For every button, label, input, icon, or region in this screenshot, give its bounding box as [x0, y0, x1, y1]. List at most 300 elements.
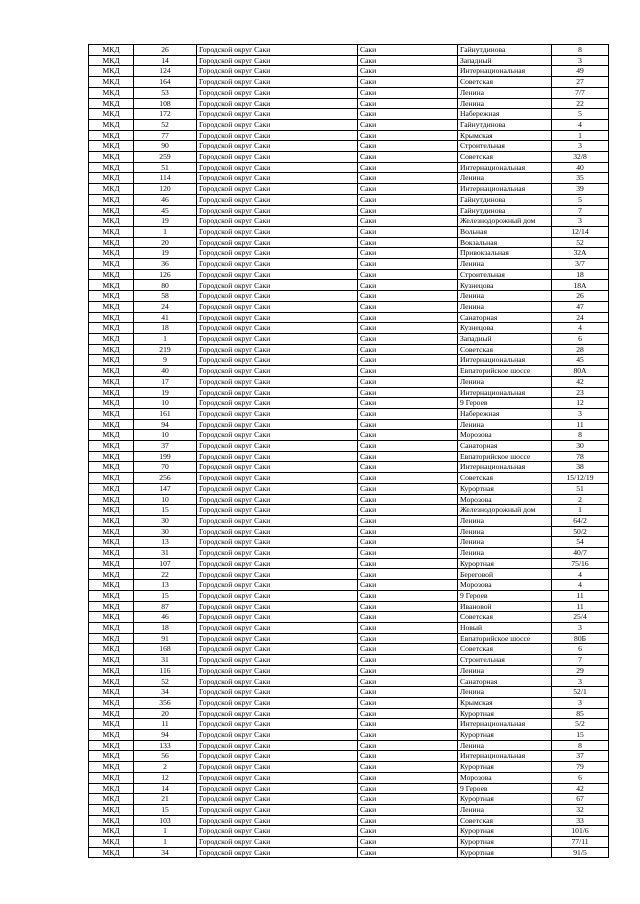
street-cell: Строительная	[458, 655, 552, 666]
city-cell: Саки	[358, 45, 458, 56]
street-cell: Набережная	[458, 408, 552, 419]
street-cell: Ленина	[458, 419, 552, 430]
table-row	[89, 451, 609, 462]
building-type-cell: МКД	[89, 162, 134, 173]
house-number-cell: 18	[552, 269, 609, 280]
district-cell: Городской округ Саки	[197, 387, 358, 398]
record-count-cell: 9	[134, 355, 197, 366]
city-cell: Саки	[358, 462, 458, 473]
record-count-cell: 18	[134, 323, 197, 334]
table-row	[89, 569, 609, 580]
city-cell: Саки	[358, 248, 458, 259]
table-row	[89, 494, 609, 505]
district-cell: Городской округ Саки	[197, 462, 358, 473]
record-count-cell: 116	[134, 665, 197, 676]
district-cell: Городской округ Саки	[197, 837, 358, 848]
house-number-cell: 50/2	[552, 526, 609, 537]
district-cell: Городской округ Саки	[197, 248, 358, 259]
district-cell: Городской округ Саки	[197, 323, 358, 334]
city-cell: Саки	[358, 441, 458, 452]
street-cell: Железнодорожный дом	[458, 216, 552, 227]
street-cell: Привокзальная	[458, 248, 552, 259]
building-type-cell: МКД	[89, 408, 134, 419]
city-cell: Саки	[358, 730, 458, 741]
house-number-cell: 54	[552, 537, 609, 548]
street-cell: Санаторная	[458, 441, 552, 452]
record-count-cell: 46	[134, 612, 197, 623]
building-type-cell: МКД	[89, 730, 134, 741]
record-count-cell: 56	[134, 751, 197, 762]
district-cell: Городской округ Саки	[197, 655, 358, 666]
house-number-cell: 32/8	[552, 152, 609, 163]
district-cell: Городской округ Саки	[197, 419, 358, 430]
building-type-cell: МКД	[89, 77, 134, 88]
building-type-cell: МКД	[89, 259, 134, 270]
city-cell: Саки	[358, 408, 458, 419]
record-count-cell: 161	[134, 408, 197, 419]
house-number-cell: 85	[552, 708, 609, 719]
building-type-cell: МКД	[89, 419, 134, 430]
district-cell: Городской округ Саки	[197, 162, 358, 173]
building-type-cell: МКД	[89, 494, 134, 505]
district-cell: Городской округ Саки	[197, 772, 358, 783]
street-cell: Советская	[458, 344, 552, 355]
building-type-cell: МКД	[89, 515, 134, 526]
city-cell: Саки	[358, 601, 458, 612]
building-type-cell: МКД	[89, 590, 134, 601]
city-cell: Саки	[358, 826, 458, 837]
house-number-cell: 7/7	[552, 87, 609, 98]
record-count-cell: 256	[134, 473, 197, 484]
house-number-cell: 67	[552, 794, 609, 805]
table-row	[89, 77, 609, 88]
record-count-cell: 31	[134, 548, 197, 559]
record-count-cell: 52	[134, 119, 197, 130]
city-cell: Саки	[358, 665, 458, 676]
building-type-cell: МКД	[89, 505, 134, 516]
street-cell: Ленина	[458, 173, 552, 184]
city-cell: Саки	[358, 473, 458, 484]
building-type-cell: МКД	[89, 87, 134, 98]
city-cell: Саки	[358, 612, 458, 623]
table-row	[89, 344, 609, 355]
street-cell: Ленина	[458, 376, 552, 387]
table-row	[89, 676, 609, 687]
district-cell: Городской округ Саки	[197, 687, 358, 698]
house-number-cell: 80А	[552, 366, 609, 377]
house-number-cell: 1	[552, 505, 609, 516]
district-cell: Городской округ Саки	[197, 333, 358, 344]
table-row	[89, 173, 609, 184]
district-cell: Городской округ Саки	[197, 515, 358, 526]
table-row	[89, 430, 609, 441]
district-cell: Городской округ Саки	[197, 344, 358, 355]
table-row	[89, 601, 609, 612]
house-number-cell: 5	[552, 109, 609, 120]
city-cell: Саки	[358, 762, 458, 773]
house-number-cell: 11	[552, 590, 609, 601]
table-row	[89, 237, 609, 248]
district-cell: Городской округ Саки	[197, 537, 358, 548]
table-row	[89, 708, 609, 719]
building-type-cell: МКД	[89, 655, 134, 666]
house-number-cell: 3	[552, 697, 609, 708]
street-cell: Советская	[458, 473, 552, 484]
record-count-cell: 15	[134, 505, 197, 516]
record-count-cell: 77	[134, 130, 197, 141]
building-type-cell: МКД	[89, 366, 134, 377]
city-cell: Саки	[358, 119, 458, 130]
city-cell: Саки	[358, 419, 458, 430]
table-row	[89, 87, 609, 98]
table-row	[89, 826, 609, 837]
city-cell: Саки	[358, 537, 458, 548]
district-cell: Городской округ Саки	[197, 184, 358, 195]
table-row	[89, 537, 609, 548]
table-row	[89, 633, 609, 644]
district-cell: Городской округ Саки	[197, 526, 358, 537]
street-cell: Вокзальная	[458, 237, 552, 248]
building-type-cell: МКД	[89, 837, 134, 848]
house-number-cell: 39	[552, 184, 609, 195]
street-cell: Курортная	[458, 826, 552, 837]
house-number-cell: 38	[552, 462, 609, 473]
record-count-cell: 80	[134, 280, 197, 291]
street-cell: Ленина	[458, 537, 552, 548]
street-cell: Санаторная	[458, 676, 552, 687]
house-number-cell: 91/5	[552, 847, 609, 858]
district-cell: Городской округ Саки	[197, 194, 358, 205]
table-row	[89, 612, 609, 623]
house-number-cell: 78	[552, 451, 609, 462]
table-row	[89, 387, 609, 398]
house-number-cell: 52	[552, 237, 609, 248]
house-number-cell: 45	[552, 355, 609, 366]
city-cell: Саки	[358, 184, 458, 195]
building-type-cell: МКД	[89, 633, 134, 644]
record-count-cell: 120	[134, 184, 197, 195]
city-cell: Саки	[358, 847, 458, 858]
city-cell: Саки	[358, 366, 458, 377]
house-number-cell: 4	[552, 580, 609, 591]
house-number-cell: 25/4	[552, 612, 609, 623]
street-cell: Ленина	[458, 301, 552, 312]
street-cell: Морозова	[458, 494, 552, 505]
record-count-cell: 103	[134, 815, 197, 826]
table-row	[89, 269, 609, 280]
street-cell: Ленина	[458, 740, 552, 751]
building-type-cell: МКД	[89, 66, 134, 77]
record-count-cell: 40	[134, 366, 197, 377]
housing-table	[88, 44, 609, 858]
table-row	[89, 762, 609, 773]
district-cell: Городской округ Саки	[197, 590, 358, 601]
house-number-cell: 8	[552, 740, 609, 751]
house-number-cell: 4	[552, 569, 609, 580]
house-number-cell: 18А	[552, 280, 609, 291]
record-count-cell: 52	[134, 676, 197, 687]
building-type-cell: МКД	[89, 333, 134, 344]
table-row	[89, 794, 609, 805]
building-type-cell: МКД	[89, 119, 134, 130]
record-count-cell: 36	[134, 259, 197, 270]
table-row	[89, 462, 609, 473]
table-row	[89, 419, 609, 430]
district-cell: Городской округ Саки	[197, 644, 358, 655]
table-row	[89, 526, 609, 537]
record-count-cell: 10	[134, 494, 197, 505]
house-number-cell: 11	[552, 419, 609, 430]
building-type-cell: МКД	[89, 184, 134, 195]
street-cell: Крымская	[458, 130, 552, 141]
district-cell: Городской округ Саки	[197, 483, 358, 494]
city-cell: Саки	[358, 430, 458, 441]
record-count-cell: 15	[134, 804, 197, 815]
city-cell: Саки	[358, 483, 458, 494]
city-cell: Саки	[358, 590, 458, 601]
building-type-cell: МКД	[89, 612, 134, 623]
building-type-cell: МКД	[89, 226, 134, 237]
city-cell: Саки	[358, 259, 458, 270]
record-count-cell: 90	[134, 141, 197, 152]
district-cell: Городской округ Саки	[197, 312, 358, 323]
table-row	[89, 280, 609, 291]
table-row	[89, 697, 609, 708]
city-cell: Саки	[358, 719, 458, 730]
record-count-cell: 10	[134, 398, 197, 409]
street-cell: Советская	[458, 644, 552, 655]
district-cell: Городской округ Саки	[197, 109, 358, 120]
city-cell: Саки	[358, 376, 458, 387]
street-cell: 9 Героев	[458, 783, 552, 794]
record-count-cell: 1	[134, 226, 197, 237]
building-type-cell: МКД	[89, 387, 134, 398]
house-number-cell: 27	[552, 77, 609, 88]
table-row	[89, 655, 609, 666]
record-count-cell: 34	[134, 847, 197, 858]
record-count-cell: 172	[134, 109, 197, 120]
table-row	[89, 622, 609, 633]
table-row	[89, 355, 609, 366]
table-row	[89, 719, 609, 730]
building-type-cell: МКД	[89, 601, 134, 612]
district-cell: Городской округ Саки	[197, 398, 358, 409]
building-type-cell: МКД	[89, 45, 134, 56]
house-number-cell: 80Б	[552, 633, 609, 644]
table-row	[89, 152, 609, 163]
street-cell: Интернациональная	[458, 387, 552, 398]
street-cell: Интернациональная	[458, 355, 552, 366]
district-cell: Городской округ Саки	[197, 762, 358, 773]
street-cell: Гайнутдинова	[458, 194, 552, 205]
street-cell: Береговой	[458, 569, 552, 580]
table-row	[89, 45, 609, 56]
city-cell: Саки	[358, 141, 458, 152]
table-row	[89, 751, 609, 762]
record-count-cell: 19	[134, 216, 197, 227]
district-cell: Городской округ Саки	[197, 697, 358, 708]
table-row	[89, 366, 609, 377]
street-cell: Железнодорожный дом	[458, 505, 552, 516]
city-cell: Саки	[358, 355, 458, 366]
district-cell: Городской округ Саки	[197, 730, 358, 741]
building-type-cell: МКД	[89, 152, 134, 163]
district-cell: Городской округ Саки	[197, 130, 358, 141]
street-cell: Гайнутдинова	[458, 45, 552, 56]
city-cell: Саки	[358, 633, 458, 644]
district-cell: Городской округ Саки	[197, 804, 358, 815]
street-cell: 9 Героев	[458, 590, 552, 601]
building-type-cell: МКД	[89, 676, 134, 687]
house-number-cell: 4	[552, 323, 609, 334]
record-count-cell: 126	[134, 269, 197, 280]
district-cell: Городской округ Саки	[197, 376, 358, 387]
district-cell: Городской округ Саки	[197, 633, 358, 644]
table-row	[89, 216, 609, 227]
street-cell: Кузнецова	[458, 323, 552, 334]
house-number-cell: 3	[552, 676, 609, 687]
district-cell: Городской округ Саки	[197, 783, 358, 794]
table-row	[89, 772, 609, 783]
district-cell: Городской округ Саки	[197, 205, 358, 216]
street-cell: Гайнутдинова	[458, 119, 552, 130]
district-cell: Городской округ Саки	[197, 494, 358, 505]
city-cell: Саки	[358, 173, 458, 184]
street-cell: Интернациональная	[458, 162, 552, 173]
street-cell: Ленина	[458, 259, 552, 270]
building-type-cell: МКД	[89, 216, 134, 227]
street-cell: Крымская	[458, 697, 552, 708]
building-type-cell: МКД	[89, 194, 134, 205]
building-type-cell: МКД	[89, 687, 134, 698]
city-cell: Саки	[358, 558, 458, 569]
district-cell: Городской округ Саки	[197, 141, 358, 152]
building-type-cell: МКД	[89, 473, 134, 484]
table-row	[89, 130, 609, 141]
street-cell: Советская	[458, 152, 552, 163]
building-type-cell: МКД	[89, 708, 134, 719]
house-number-cell: 12/14	[552, 226, 609, 237]
record-count-cell: 24	[134, 301, 197, 312]
building-type-cell: МКД	[89, 483, 134, 494]
street-cell: Ленина	[458, 526, 552, 537]
house-number-cell: 32А	[552, 248, 609, 259]
district-cell: Городской округ Саки	[197, 173, 358, 184]
record-count-cell: 46	[134, 194, 197, 205]
city-cell: Саки	[358, 194, 458, 205]
house-number-cell: 35	[552, 173, 609, 184]
street-cell: Ивановой	[458, 601, 552, 612]
building-type-cell: МКД	[89, 815, 134, 826]
house-number-cell: 64/2	[552, 515, 609, 526]
city-cell: Саки	[358, 77, 458, 88]
building-type-cell: МКД	[89, 762, 134, 773]
city-cell: Саки	[358, 269, 458, 280]
district-cell: Городской округ Саки	[197, 708, 358, 719]
table-row	[89, 441, 609, 452]
city-cell: Саки	[358, 548, 458, 559]
district-cell: Городской округ Саки	[197, 66, 358, 77]
house-number-cell: 32	[552, 804, 609, 815]
city-cell: Саки	[358, 291, 458, 302]
street-cell: Курортная	[458, 847, 552, 858]
city-cell: Саки	[358, 804, 458, 815]
building-type-cell: МКД	[89, 526, 134, 537]
house-number-cell: 30	[552, 441, 609, 452]
building-type-cell: МКД	[89, 665, 134, 676]
city-cell: Саки	[358, 515, 458, 526]
table-row	[89, 515, 609, 526]
house-number-cell: 11	[552, 601, 609, 612]
house-number-cell: 79	[552, 762, 609, 773]
house-number-cell: 4	[552, 119, 609, 130]
house-number-cell: 8	[552, 430, 609, 441]
house-number-cell: 75/16	[552, 558, 609, 569]
table-row	[89, 323, 609, 334]
city-cell: Саки	[358, 312, 458, 323]
building-type-cell: МКД	[89, 301, 134, 312]
street-cell: Курортная	[458, 483, 552, 494]
house-number-cell: 15	[552, 730, 609, 741]
street-cell: Ленина	[458, 665, 552, 676]
district-cell: Городской округ Саки	[197, 601, 358, 612]
record-count-cell: 22	[134, 569, 197, 580]
house-number-cell: 3	[552, 141, 609, 152]
building-type-cell: МКД	[89, 558, 134, 569]
table-row	[89, 783, 609, 794]
city-cell: Саки	[358, 794, 458, 805]
city-cell: Саки	[358, 344, 458, 355]
record-count-cell: 11	[134, 719, 197, 730]
table-row	[89, 109, 609, 120]
table-row	[89, 141, 609, 152]
house-number-cell: 49	[552, 66, 609, 77]
city-cell: Саки	[358, 494, 458, 505]
record-count-cell: 30	[134, 526, 197, 537]
record-count-cell: 17	[134, 376, 197, 387]
house-number-cell: 51	[552, 483, 609, 494]
record-count-cell: 45	[134, 205, 197, 216]
house-number-cell: 12	[552, 398, 609, 409]
building-type-cell: МКД	[89, 462, 134, 473]
record-count-cell: 114	[134, 173, 197, 184]
record-count-cell: 1	[134, 333, 197, 344]
district-cell: Городской округ Саки	[197, 269, 358, 280]
street-cell: Интернациональная	[458, 462, 552, 473]
record-count-cell: 21	[134, 794, 197, 805]
building-type-cell: МКД	[89, 719, 134, 730]
district-cell: Городской округ Саки	[197, 719, 358, 730]
city-cell: Саки	[358, 580, 458, 591]
street-cell: Вольная	[458, 226, 552, 237]
building-type-cell: МКД	[89, 644, 134, 655]
district-cell: Городской округ Саки	[197, 580, 358, 591]
street-cell: Ленина	[458, 804, 552, 815]
building-type-cell: МКД	[89, 291, 134, 302]
record-count-cell: 14	[134, 55, 197, 66]
building-type-cell: МКД	[89, 430, 134, 441]
district-cell: Городской округ Саки	[197, 216, 358, 227]
house-number-cell: 7	[552, 655, 609, 666]
record-count-cell: 19	[134, 248, 197, 259]
city-cell: Саки	[358, 740, 458, 751]
building-type-cell: МКД	[89, 98, 134, 109]
record-count-cell: 13	[134, 580, 197, 591]
record-count-cell: 164	[134, 77, 197, 88]
building-type-cell: МКД	[89, 622, 134, 633]
house-number-cell: 40	[552, 162, 609, 173]
city-cell: Саки	[358, 751, 458, 762]
